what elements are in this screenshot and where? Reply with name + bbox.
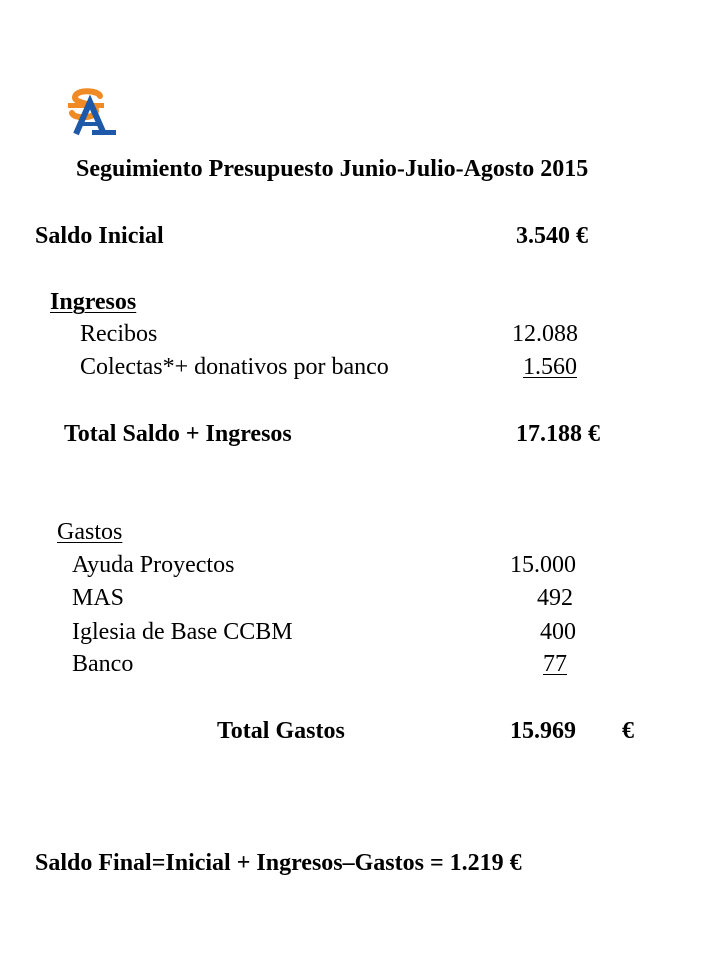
gastos-item-label: Iglesia de Base CCBM bbox=[72, 619, 293, 645]
gastos-item-label: Banco bbox=[72, 651, 134, 677]
ingresos-item-label: Recibos bbox=[80, 321, 158, 347]
sa-logo-icon bbox=[64, 86, 120, 138]
gastos-item-label: MAS bbox=[72, 585, 125, 611]
ingresos-item-value: 1.560 bbox=[523, 354, 577, 380]
gastos-item-label: Ayuda Proyectos bbox=[72, 552, 235, 578]
total-gastos-value: 15.969 bbox=[510, 718, 576, 744]
saldo-final-line: Saldo Final=Inicial + Ingresos–Gastos = 1.219 € bbox=[35, 850, 522, 876]
total-saldo-ingresos-label: Total Saldo + Ingresos bbox=[64, 421, 292, 447]
saldo-inicial-label: Saldo Inicial bbox=[35, 223, 164, 249]
gastos-item-value: 77 bbox=[543, 651, 567, 677]
gastos-heading: Gastos bbox=[57, 519, 123, 545]
total-gastos-label: Total Gastos bbox=[217, 718, 345, 744]
ingresos-item-label: Colectas*+ donativos por banco bbox=[80, 354, 389, 380]
ingresos-item-value: 12.088 bbox=[512, 321, 578, 347]
saldo-inicial-value: 3.540 € bbox=[516, 223, 588, 249]
total-gastos-currency: € bbox=[622, 718, 634, 744]
gastos-item-value: 400 bbox=[540, 619, 576, 645]
page-title: Seguimiento Presupuesto Junio-Julio-Agosto 2015 bbox=[76, 156, 589, 182]
gastos-item-value: 15.000 bbox=[510, 552, 576, 578]
total-saldo-ingresos-value: 17.188 € bbox=[516, 421, 600, 447]
ingresos-heading: Ingresos bbox=[50, 289, 137, 315]
gastos-item-value: 492 bbox=[537, 585, 573, 611]
